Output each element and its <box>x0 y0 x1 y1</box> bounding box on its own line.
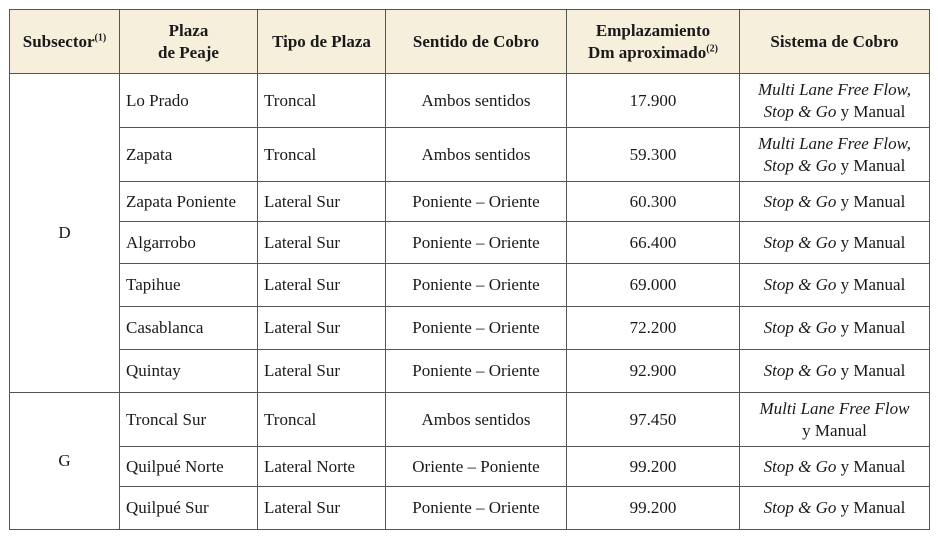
dm-cell: 72.200 <box>567 307 740 350</box>
tipo-cell: Lateral Sur <box>258 307 386 350</box>
sentido-cell: Oriente – Poniente <box>386 447 567 487</box>
subsector-cell: D <box>10 74 120 393</box>
tipo-cell: Troncal <box>258 128 386 182</box>
dm-cell: 99.200 <box>567 487 740 530</box>
dm-cell: 92.900 <box>567 350 740 393</box>
dm-cell: 97.450 <box>567 393 740 447</box>
tipo-cell: Troncal <box>258 74 386 128</box>
toll-plaza-table <box>9 9 930 530</box>
tipo-cell: Lateral Sur <box>258 182 386 222</box>
sistema-cell: Stop & Go y Manual <box>740 447 930 487</box>
sentido-cell: Poniente – Oriente <box>386 487 567 530</box>
footnote-marker: (2) <box>706 42 718 54</box>
table-row <box>10 222 930 264</box>
plaza-cell: Quilpué Sur <box>120 487 258 530</box>
dm-cell: 69.000 <box>567 264 740 307</box>
plaza-cell: Zapata <box>120 128 258 182</box>
sentido-cell: Ambos sentidos <box>386 128 567 182</box>
sentido-cell: Poniente – Oriente <box>386 350 567 393</box>
tipo-cell: Lateral Sur <box>258 350 386 393</box>
sistema-cell: Stop & Go y Manual <box>740 350 930 393</box>
sentido-cell: Poniente – Oriente <box>386 222 567 264</box>
subsector-cell: G <box>10 393 120 530</box>
tipo-cell: Troncal <box>258 393 386 447</box>
header-sentido: Sentido de Cobro <box>386 10 567 74</box>
plaza-cell: Lo Prado <box>120 74 258 128</box>
dm-cell: 99.200 <box>567 447 740 487</box>
plaza-cell: Quilpué Norte <box>120 447 258 487</box>
tipo-cell: Lateral Sur <box>258 264 386 307</box>
header-row <box>10 10 930 74</box>
table-row <box>10 447 930 487</box>
plaza-cell: Troncal Sur <box>120 393 258 447</box>
sentido-cell: Poniente – Oriente <box>386 182 567 222</box>
table-row <box>10 307 930 350</box>
plaza-cell: Quintay <box>120 350 258 393</box>
tipo-cell: Lateral Norte <box>258 447 386 487</box>
sentido-cell: Ambos sentidos <box>386 74 567 128</box>
sistema-cell: Multi Lane Free Flow, Stop & Go y Manual <box>740 74 930 128</box>
sentido-cell: Ambos sentidos <box>386 393 567 447</box>
table-row <box>10 182 930 222</box>
sistema-cell: Multi Lane Free Flow y Manual <box>740 393 930 447</box>
sistema-cell: Multi Lane Free Flow, Stop & Go y Manual <box>740 128 930 182</box>
sentido-cell: Poniente – Oriente <box>386 307 567 350</box>
sistema-cell: Stop & Go y Manual <box>740 307 930 350</box>
tipo-cell: Lateral Sur <box>258 487 386 530</box>
table-row <box>10 264 930 307</box>
dm-cell: 66.400 <box>567 222 740 264</box>
table-row <box>10 74 930 128</box>
dm-cell: 60.300 <box>567 182 740 222</box>
plaza-cell: Casablanca <box>120 307 258 350</box>
table-row <box>10 393 930 447</box>
sistema-cell: Stop & Go y Manual <box>740 264 930 307</box>
sistema-cell: Stop & Go y Manual <box>740 487 930 530</box>
header-subsector: Subsector$^{(1)}$ <box>10 10 120 74</box>
dm-cell: 17.900 <box>567 74 740 128</box>
tipo-cell: Lateral Sur <box>258 222 386 264</box>
header-sistema: Sistema de Cobro <box>740 10 930 74</box>
table-row <box>10 487 930 530</box>
sistema-cell: Stop & Go y Manual <box>740 222 930 264</box>
header-emplazamiento: Emplazamiento Dm aproximado$^{(2)}$ <box>567 10 740 74</box>
plaza-cell: Algarrobo <box>120 222 258 264</box>
header-tipo: Tipo de Plaza <box>258 10 386 74</box>
header-plaza: Plaza de Peaje <box>120 10 258 74</box>
plaza-cell: Tapihue <box>120 264 258 307</box>
plaza-cell: Zapata Poniente <box>120 182 258 222</box>
sistema-cell: Stop & Go y Manual <box>740 182 930 222</box>
table-row <box>10 128 930 182</box>
sentido-cell: Poniente – Oriente <box>386 264 567 307</box>
footnote-marker: (1) <box>94 31 107 43</box>
dm-cell: 59.300 <box>567 128 740 182</box>
table-row <box>10 350 930 393</box>
